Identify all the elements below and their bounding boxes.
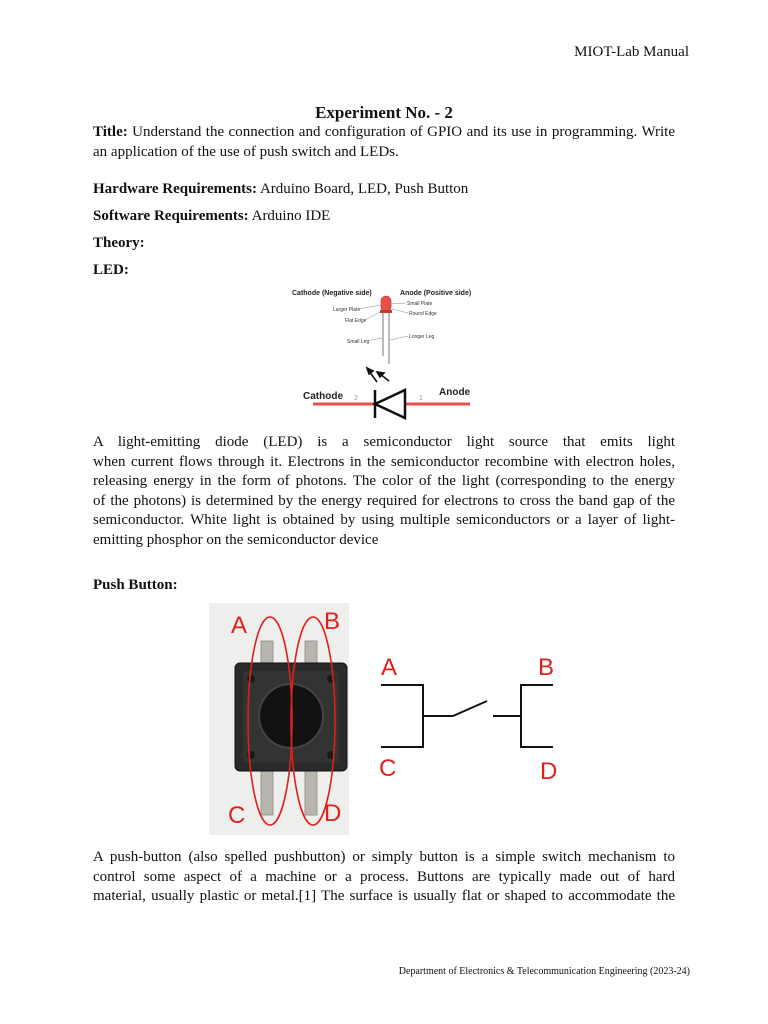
hardware-label: Hardware Requirements: xyxy=(93,181,258,197)
small-leg-label: Small Leg xyxy=(347,339,370,345)
theory-heading: Theory: xyxy=(93,235,145,251)
title-paragraph xyxy=(93,123,675,162)
led-text-line: releasing energy in the form of photons. The color of the light (corresponding to the energy xyxy=(93,473,675,489)
hardware-line xyxy=(93,181,468,198)
led-text-line: of the photons) is determined by the energy required for electrons to cross the band gap of the xyxy=(93,492,675,509)
longer-leg-label: Longer Leg xyxy=(409,334,435,340)
photo-label-a: A xyxy=(231,612,248,639)
hardware-text: Arduino Board, LED, Push Button xyxy=(259,181,469,197)
led-text-line: A light-emitting diode (LED) is a semiconductor light source that emits light xyxy=(93,434,675,450)
led-paragraph xyxy=(93,433,675,550)
pin-1-label: 1 xyxy=(419,395,423,402)
led-base-icon xyxy=(380,310,392,313)
led-anode-label: Anode (Positive side) xyxy=(400,290,472,297)
schematic-label-b: B xyxy=(538,654,555,681)
led-diagram xyxy=(285,282,485,422)
schematic-label-c: C xyxy=(379,755,397,782)
photo-label-b: B xyxy=(324,608,341,635)
push-button-text-line: A push-button (also spelled pushbutton) or simply button is a simple switch mechanism to xyxy=(93,849,675,865)
software-label: Software Requirements: xyxy=(93,208,249,224)
push-button-diagram xyxy=(209,603,575,835)
symbol-cathode-label: Cathode xyxy=(303,391,343,402)
led-cathode-label: Cathode (Negative side) xyxy=(292,290,372,297)
page-footer: Department of Electronics & Telecommunication Engineering (2023-24) xyxy=(398,966,690,977)
led-heading: LED: xyxy=(93,262,129,278)
led-body-icon xyxy=(381,296,391,312)
round-edge-label: Round Edge xyxy=(409,311,437,317)
manual-header: MIOT-Lab Manual xyxy=(574,44,689,60)
push-button-paragraph xyxy=(93,848,675,907)
photo-label-d: D xyxy=(324,800,342,827)
switch-schematic-icon xyxy=(381,685,553,747)
flat-edge-label: Flat Edge xyxy=(345,318,367,324)
pin-2-label: 2 xyxy=(354,395,358,402)
software-line xyxy=(93,208,330,225)
push-button-heading: Push Button: xyxy=(93,577,178,593)
larger-plate-label: Larger Plate xyxy=(333,307,361,313)
led-text-line: emitting phosphor on the semiconductor device xyxy=(93,531,379,548)
diode-triangle-icon xyxy=(375,390,405,418)
led-text-line: semiconductor. White light is obtained by using multiple semiconductors or a layer of light- xyxy=(93,512,675,528)
photo-label-c: C xyxy=(228,802,246,829)
schematic-label-d: D xyxy=(540,758,558,785)
schematic-label-a: A xyxy=(381,654,398,681)
software-text: Arduino IDE xyxy=(251,208,331,224)
small-plate-label: Small Plate xyxy=(407,301,433,307)
title-label: Title: xyxy=(93,124,128,140)
title-text: Understand the connection and configuration of GPIO and its use in programming. Write an application of the use of push switch and LEDs. xyxy=(93,124,675,160)
experiment-heading: Experiment No. - 2 xyxy=(315,103,453,122)
light-arrows-icon xyxy=(367,368,389,382)
led-text-line: when current flows through it. Electrons in the semiconductor recombine with electron holes, xyxy=(93,453,675,470)
push-button-text-line: control some aspect of a machine or a process. Buttons are typically made out of hard xyxy=(93,868,675,885)
push-button-text-line: material, usually plastic or metal.[1] The surface is usually flat or shaped to accommodate the xyxy=(93,888,675,904)
symbol-anode-label: Anode xyxy=(439,387,471,398)
